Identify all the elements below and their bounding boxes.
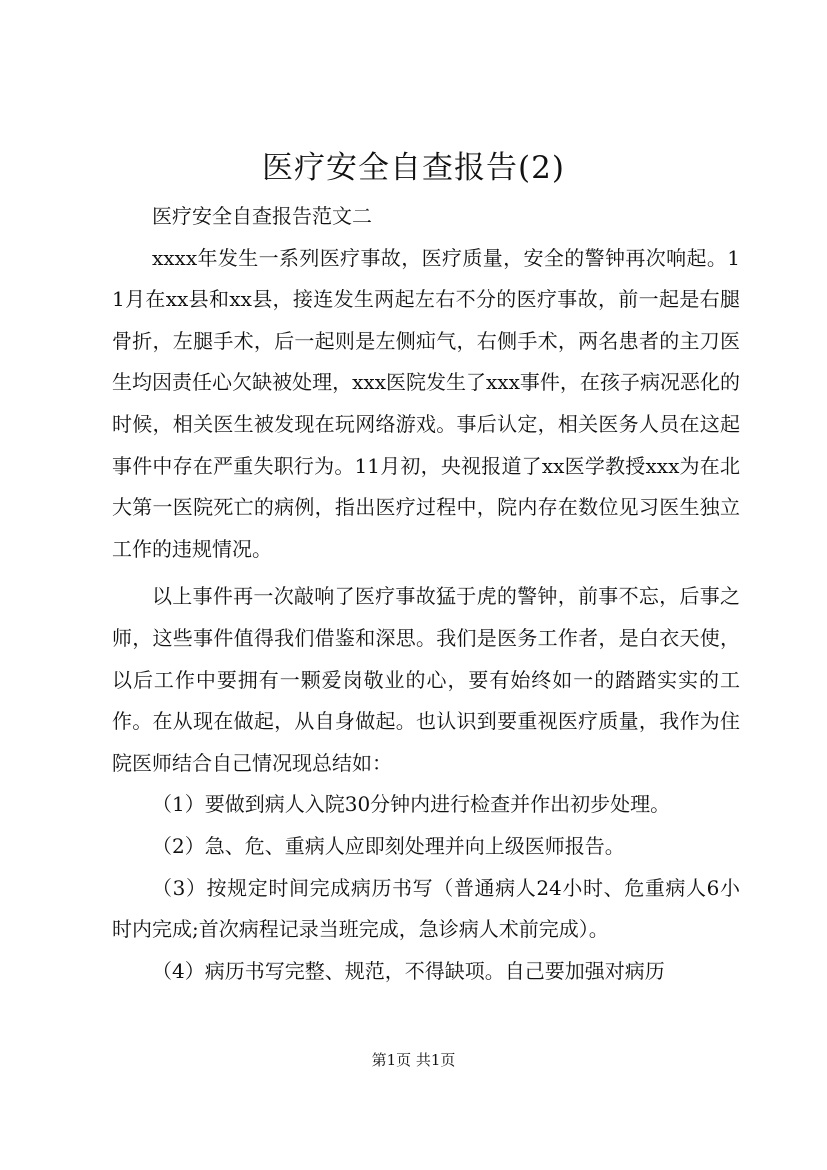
- document-subtitle: 医疗安全自查报告范文二: [152, 204, 372, 228]
- paragraph-item-4: （4）病历书写完整、规范，不得缺项。自己要加强对病历: [152, 958, 665, 983]
- paragraph-item-3: （3）按规定时间完成病历书写（普通病人24小时、危重病人6小时内完成;首次病程记录当班完成，急诊病人术前完成）。: [112, 875, 740, 942]
- paragraph-reflection: 以上事件再一次敲响了医疗事故猛于虎的警钟，前事不忘，后事之师，这些事件值得我们借鉴和深思。我们是医务工作者，是白衣天使，以后工作中要拥有一颗爱岗敬业的心，要有始终如一的踏踏实实的工作。在从现在做起，从自身做起。也认识到要重视医疗质量，我作为住院医师结合自己情况现总结如：: [112, 584, 740, 775]
- document-title: 医疗安全自查报告(2): [262, 150, 565, 186]
- page-footer: 第1页 共1页: [371, 1051, 456, 1069]
- document-body: [112, 196, 740, 992]
- paragraph-incidents: xxxx年发生一系列医疗事故，医疗质量，安全的警钟再次响起。11月在xx县和xx县，接连发生两起左右不分的医疗事故，前一起是右腿骨折，左腿手术，后一起则是左侧疝气，右侧手术，两名患者的主刀医生均因责任心欠缺被处理，xxx医院发生了xxx事件，在孩子病况恶化的时候，相关医生被发现在玩网络游戏。事后认定，相关医务人员在这起事件中存在严重失职行为。11月初，央视报道了xx医学教授xxx为在北大第一医院死亡的病例，指出医疗过程中，院内存在数位见习医生独立工作的违规情况。: [112, 245, 740, 561]
- paragraph-item-2: （2）急、危、重病人应即刻处理并向上级医师报告。: [152, 833, 625, 858]
- paragraph-item-1: （1）要做到病人入院30分钟内进行检查并作出初步处理。: [152, 792, 671, 817]
